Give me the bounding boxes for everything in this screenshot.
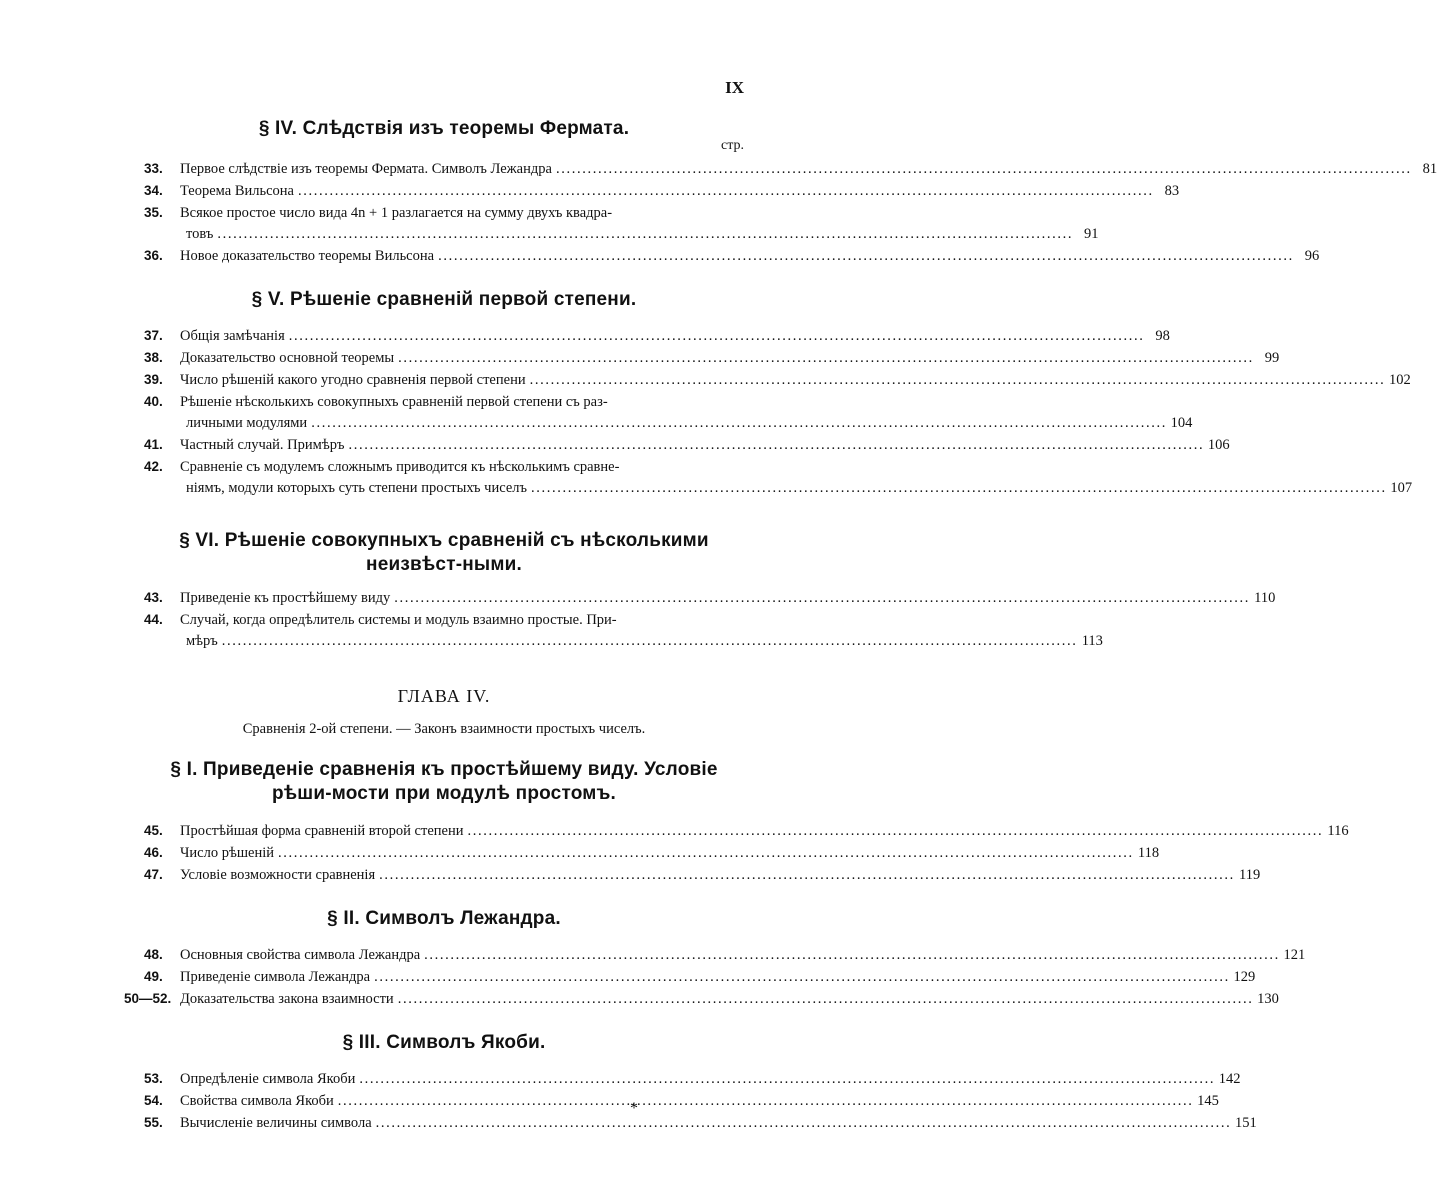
entry-page: 121 bbox=[1283, 947, 1306, 963]
section-heading-v: § V. Рѣшеніе сравненій первой степени. bbox=[251, 289, 637, 310]
entry-page: 99 bbox=[1264, 350, 1280, 366]
toc-entry bbox=[144, 245, 1320, 267]
entry-title-continued: ніямъ, модули которыхъ суть степени простыхъ чиселъ bbox=[186, 480, 527, 496]
section-vi-entries bbox=[144, 587, 1276, 652]
entry-page: 151 bbox=[1235, 1115, 1257, 1131]
section-ii-entries bbox=[124, 944, 1306, 1010]
toc-entry bbox=[144, 158, 1437, 180]
section-heading-iv: § IV. Слѣдствія изъ теоремы Ферматa. bbox=[258, 118, 630, 139]
toc-entry bbox=[144, 966, 1256, 988]
entry-number: 33. bbox=[144, 161, 163, 176]
section-i-entries bbox=[144, 820, 1349, 886]
entry-page: 113 bbox=[1081, 633, 1103, 649]
entry-title: Число рѣшеній bbox=[180, 845, 275, 861]
entry-page: 129 bbox=[1233, 969, 1256, 985]
entry-number: 41. bbox=[144, 437, 163, 452]
toc-entry bbox=[144, 1090, 1219, 1112]
toc-entry bbox=[144, 347, 1280, 369]
entry-title: Простѣйшая форма сравненій второй степени bbox=[180, 823, 464, 839]
toc-entry bbox=[144, 202, 1099, 245]
entry-page: 83 bbox=[1164, 183, 1180, 199]
section-heading-vi: § VI. Рѣшеніе совокупныхъ сравненій съ нѣсколькими неизвѣст-ными. bbox=[179, 530, 709, 575]
entry-title: Рѣшеніе нѣсколькихъ совокупныхъ сравненій первой степени съ раз- bbox=[180, 394, 608, 410]
entry-number: 49. bbox=[144, 969, 163, 984]
toc-entry bbox=[144, 391, 1193, 434]
entry-title: Общія замѣчанія bbox=[180, 328, 285, 344]
section-iii-entries bbox=[144, 1068, 1257, 1134]
entry-number: 44. bbox=[144, 612, 163, 627]
toc-entry bbox=[144, 587, 1276, 609]
page-column-label: стр. bbox=[720, 138, 744, 153]
entry-page: 110 bbox=[1254, 590, 1276, 606]
entry-title-continued: мѣръ bbox=[186, 633, 218, 649]
entry-number: 40. bbox=[144, 394, 163, 409]
entry-title: Число рѣшеній какого угодно сравненія первой степени bbox=[180, 372, 526, 388]
entry-number: 47. bbox=[144, 867, 163, 882]
entry-title: Случай, когда опредѣлитель системы и модуль взаимно простые. При- bbox=[180, 612, 617, 628]
toc-entry bbox=[144, 864, 1261, 886]
entry-page: 102 bbox=[1388, 372, 1411, 388]
entry-number: 37. bbox=[144, 328, 163, 343]
toc-entry bbox=[144, 609, 1103, 652]
entry-title-continued: товъ bbox=[186, 226, 214, 242]
toc-entry bbox=[144, 820, 1349, 842]
entry-title: Частный случай. Примѣръ bbox=[180, 437, 345, 453]
entry-title: Теорема Вильсона bbox=[180, 183, 294, 199]
toc-entry bbox=[144, 325, 1170, 347]
entry-title: Новое доказательство теоремы Вильсона bbox=[180, 248, 435, 264]
entry-number: 50—52. bbox=[124, 991, 172, 1006]
entry-page: 145 bbox=[1197, 1093, 1219, 1109]
table-of-contents bbox=[124, 118, 1437, 1134]
toc-entry bbox=[144, 369, 1411, 391]
toc-entry bbox=[124, 988, 1279, 1010]
entry-number: 39. bbox=[144, 372, 163, 387]
entry-page: 106 bbox=[1207, 437, 1230, 453]
entry-title: Условіе возможности сравненія bbox=[180, 867, 376, 883]
entry-title: Опредѣленіе символа Якоби bbox=[180, 1071, 356, 1087]
toc-entry bbox=[144, 456, 1413, 499]
section-heading-i: § I. Приведеніе сравненія къ простѣйшему виду. Условіе рѣши-мости при модулѣ простомъ. bbox=[170, 759, 718, 804]
entry-number: 43. bbox=[144, 590, 163, 605]
entry-title: Сравненіе съ модулемъ сложнымъ приводится къ нѣсколькимъ сравне- bbox=[180, 459, 620, 475]
entry-title: Первое слѣдствіе изъ теоремы Ферматa. Символъ Лежандра bbox=[180, 161, 552, 177]
entry-number: 45. bbox=[144, 823, 163, 838]
entry-page: 116 bbox=[1327, 823, 1349, 839]
toc-entry bbox=[144, 1112, 1257, 1134]
entry-number: 34. bbox=[144, 183, 163, 198]
entry-title: Доказательство основной теоремы bbox=[180, 350, 395, 366]
entry-title: Приведеніе къ простѣйшему виду bbox=[180, 590, 391, 606]
entry-page: 118 bbox=[1137, 845, 1160, 861]
entry-title: Доказательства закона взаимности bbox=[180, 991, 394, 1007]
entry-number: 48. bbox=[144, 947, 163, 962]
entry-page: 104 bbox=[1170, 415, 1193, 431]
entry-number: 42. bbox=[144, 459, 163, 474]
entry-title-continued: личными модулями bbox=[186, 415, 308, 431]
section-heading-ii: § II. Символъ Лежандра. bbox=[327, 908, 561, 929]
entry-title: Основныя свойства символа Лежандра bbox=[180, 947, 421, 963]
entry-page: 91 bbox=[1084, 226, 1099, 242]
entry-number: 36. bbox=[144, 248, 163, 263]
page-number: IX bbox=[725, 78, 744, 97]
toc-entry bbox=[144, 842, 1160, 864]
entry-page: 130 bbox=[1257, 991, 1279, 1007]
entry-number: 55. bbox=[144, 1115, 163, 1130]
entry-title: Вычисленіе величины символа bbox=[180, 1115, 372, 1131]
toc-entry bbox=[144, 434, 1230, 456]
entry-title: Всякое простое число вида 4n + 1 разлагается на сумму двухъ квадра- bbox=[180, 205, 613, 221]
entry-number: 35. bbox=[144, 205, 163, 220]
toc-entry bbox=[144, 180, 1180, 202]
entry-title: Свойства символа Якоби bbox=[180, 1093, 334, 1109]
entry-page: 98 bbox=[1155, 328, 1170, 344]
toc-entry bbox=[144, 944, 1306, 966]
entry-page: 142 bbox=[1218, 1071, 1241, 1087]
entry-page: 119 bbox=[1239, 867, 1261, 883]
entry-number: 54. bbox=[144, 1093, 163, 1108]
entry-title: Приведеніе символа Лежандра bbox=[180, 969, 371, 985]
entry-page: 96 bbox=[1304, 248, 1320, 264]
toc-entry bbox=[144, 1068, 1241, 1090]
footer-asterisk: * bbox=[630, 1100, 638, 1117]
entry-number: 53. bbox=[144, 1071, 163, 1086]
entry-number: 38. bbox=[144, 350, 163, 365]
entry-page: 81 bbox=[1422, 161, 1437, 177]
chapter-title: ГЛАВА IV. bbox=[397, 686, 491, 706]
section-heading-iii: § III. Символъ Якоби. bbox=[342, 1032, 546, 1053]
entry-number: 46. bbox=[144, 845, 163, 860]
chapter-subtitle: Сравненія 2-ой степени. — Законъ взаимности простыхъ чиселъ. bbox=[242, 721, 646, 737]
section-v-entries bbox=[144, 325, 1413, 499]
section-iv-entries bbox=[144, 158, 1437, 267]
entry-page: 107 bbox=[1390, 480, 1413, 496]
